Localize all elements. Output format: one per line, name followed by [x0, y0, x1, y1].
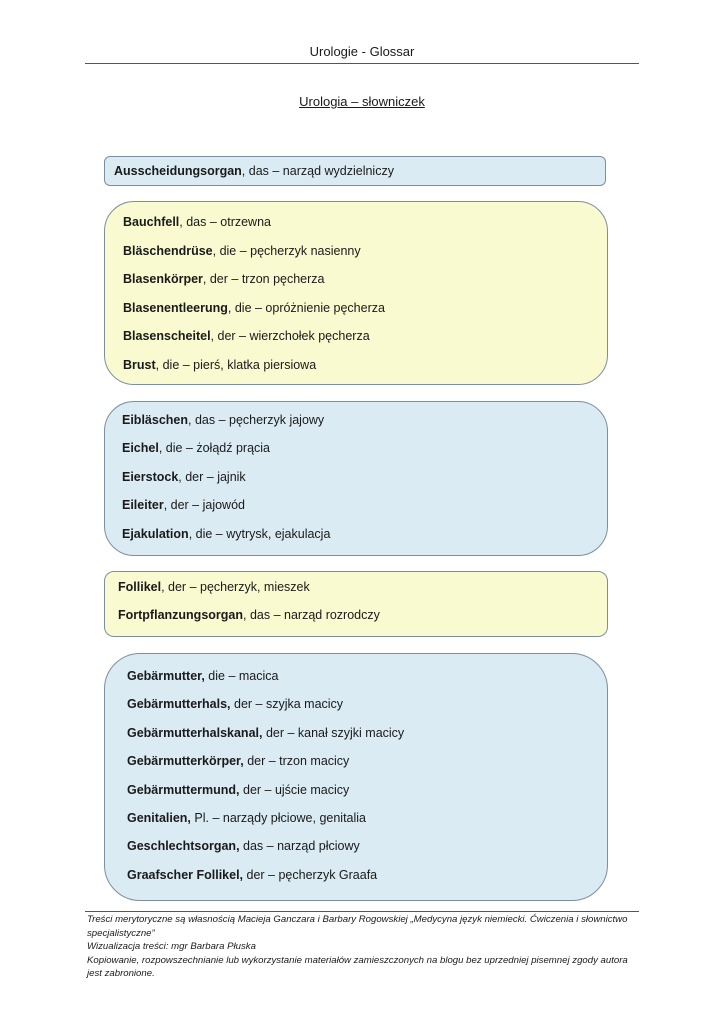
glossary-term: Blasenentleerung	[123, 300, 228, 315]
footer-visualization: Wizualizacja treści: mgr Barbara Płuska	[87, 941, 256, 953]
glossary-entry	[123, 215, 271, 229]
glossary-term: Gebärmuttermund,	[127, 782, 240, 797]
glossary-term: Eierstock	[122, 469, 179, 484]
glossary-term: Blasenkörper	[123, 272, 203, 287]
glossary-entry	[127, 839, 360, 853]
glossary-entry	[127, 783, 349, 797]
glossary-group	[104, 653, 608, 901]
glossary-entry	[127, 669, 278, 683]
glossary-term: Blasenscheitel	[123, 329, 211, 344]
glossary-term: Eileiter	[122, 498, 164, 513]
glossary-translation: der – ujście macicy	[239, 782, 350, 797]
glossary-entry	[127, 868, 377, 882]
footer-divider	[85, 911, 639, 912]
glossary-term: Gebärmutterhals,	[127, 697, 231, 712]
glossary-entry	[122, 470, 246, 484]
glossary-translation: der – pęcherzyk Graafa	[243, 867, 378, 882]
glossary-translation: , das – narząd wydzielniczy	[241, 164, 394, 178]
glossary-term: Eibläschen	[122, 413, 188, 427]
glossary-entry	[123, 244, 361, 258]
glossary-translation: , die – żołądź prącia	[158, 441, 271, 456]
glossary-term: Gebärmutterhalskanal,	[127, 725, 263, 740]
glossary-translation: , die – pierś, klatka piersiowa	[155, 358, 317, 372]
glossary-term: Fortpflanzungsorgan	[118, 608, 243, 622]
glossary-entry	[123, 272, 325, 286]
glossary-translation: , der – jajnik	[178, 469, 246, 484]
glossary-term: Geschlechtsorgan,	[127, 839, 240, 854]
glossary-translation: der – szyjka macicy	[230, 697, 344, 712]
glossary-term: Genitalien,	[127, 811, 191, 825]
glossary-entry	[127, 697, 343, 711]
glossary-translation: , die – pęcherzyk nasienny	[212, 243, 361, 258]
glossary-translation: Pl. – narządy płciowe, genitalia	[190, 811, 367, 825]
glossary-entry	[127, 726, 404, 740]
glossary-term: Graafscher Follikel,	[127, 867, 244, 882]
glossary-entry	[123, 301, 385, 315]
glossary-term: Bauchfell	[123, 215, 180, 229]
glossary-translation: , das – narząd rozrodczy	[243, 608, 380, 622]
glossary-entry	[127, 754, 349, 768]
glossary-entry	[122, 498, 245, 512]
glossary-translation: , der – wierzchołek pęcherza	[210, 329, 370, 344]
glossary-term: Ausscheidungsorgan	[114, 164, 242, 178]
glossary-translation: , die – wytrysk, ejakulacja	[188, 526, 331, 541]
glossary-translation: , der – jajowód	[163, 498, 245, 513]
glossary-translation: , der – pęcherzyk, mieszek	[161, 580, 310, 594]
header-title: Urologie - Glossar	[309, 44, 415, 59]
glossary-translation: , das – otrzewna	[179, 215, 271, 229]
glossary-translation: , die – opróżnienie pęcherza	[227, 300, 385, 315]
glossary-term: Ejakulation	[122, 526, 189, 541]
footer-notice: Kopiowanie, rozpowszechnianie lub wykorzystanie materiałów zamieszczonych na blogu bez uprzedniej pisemnej zgody autora jest zabronione.	[87, 954, 628, 980]
glossary-term: Bläschendrüse	[123, 243, 213, 258]
document-title: Urologia – słowniczek	[299, 94, 425, 109]
glossary-translation: der – trzon macicy	[243, 754, 350, 769]
glossary-entry	[122, 413, 324, 427]
glossary-term: Eichel	[122, 441, 159, 456]
glossary-term: Follikel	[118, 580, 162, 594]
glossary-translation: der – kanał szyjki macicy	[262, 725, 405, 740]
header-divider	[85, 63, 639, 64]
glossary-translation: die – macica	[204, 669, 279, 683]
glossary-entry	[123, 329, 370, 343]
glossary-entry	[123, 358, 316, 372]
glossary-entry	[118, 580, 310, 594]
glossary-translation: das – narząd płciowy	[239, 839, 360, 854]
glossary-term: Gebärmutterkörper,	[127, 754, 244, 769]
glossary-entry	[118, 608, 380, 622]
glossary-term: Gebärmutter,	[127, 669, 205, 683]
glossary-entry	[114, 164, 394, 178]
glossary-term: Brust	[123, 358, 156, 372]
footer-copyright: Treści merytoryczne są własnością Macieja Ganczara i Barbary Rogowskiej „Medycyna język niemiecki. Ćwiczenia i słownictwo specjalistyczne”	[87, 914, 628, 939]
glossary-entry	[122, 441, 270, 455]
footer	[87, 913, 632, 981]
glossary-translation: , das – pęcherzyk jajowy	[188, 413, 325, 427]
glossary-entry	[122, 527, 330, 541]
glossary-translation: , der – trzon pęcherza	[202, 272, 325, 287]
glossary-entry	[127, 811, 366, 825]
